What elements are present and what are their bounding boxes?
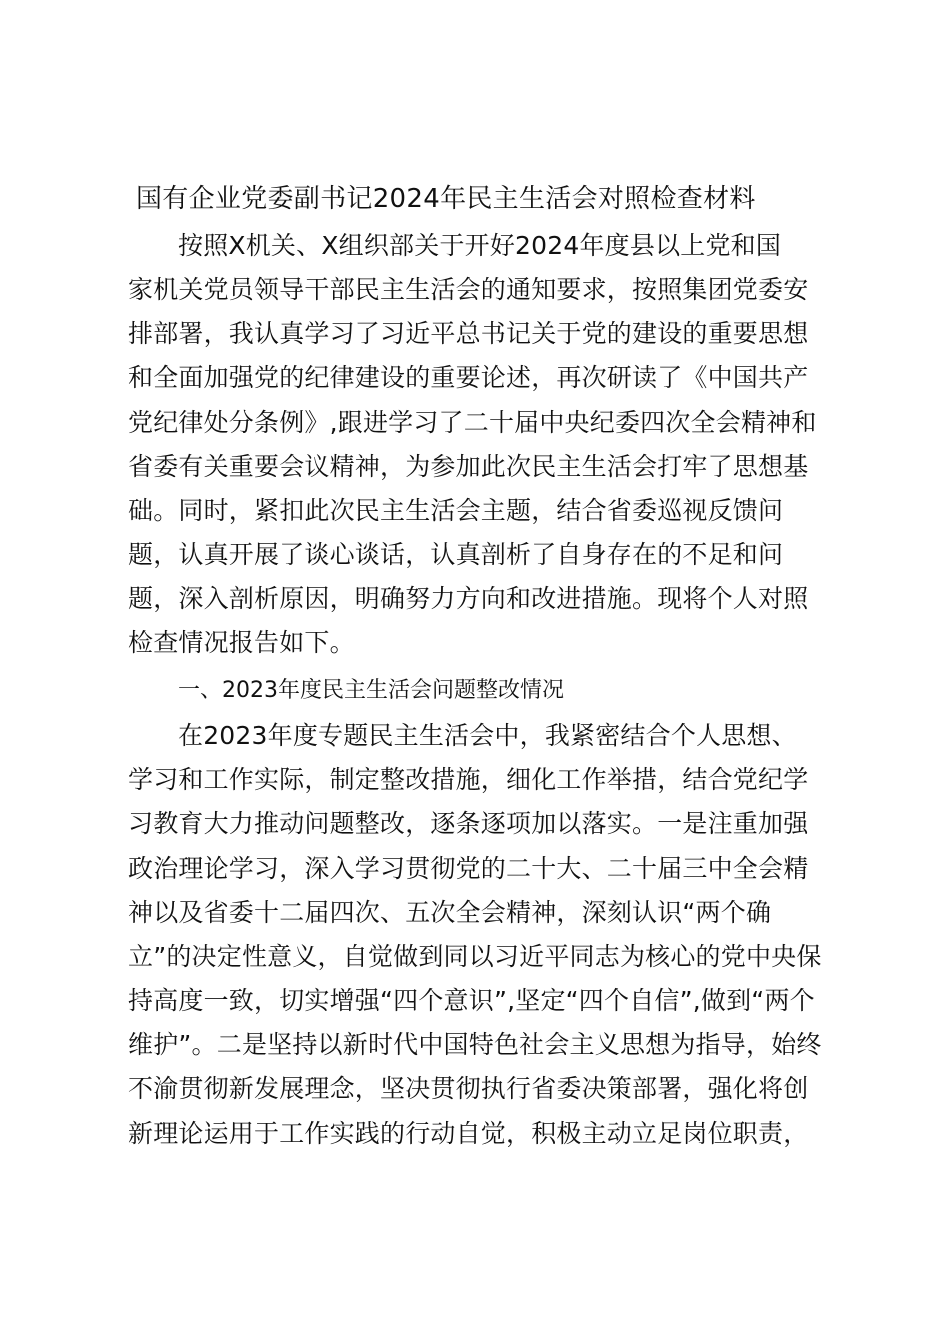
section-line-9: 不渝贯彻新发展理念，坚决贯彻执行省委决策部署，强化将创 [128, 1074, 809, 1103]
section-line-6: 立”的决定性意义，自觉做到同以习近平同志为核心的党中央保 [128, 942, 822, 971]
section-line-2: 学习和工作实际，制定整改措施，细化工作举措，结合党纪学 [128, 765, 809, 794]
section-line-3: 习教育大力推动问题整改，逐条逐项加以落实。一是注重加强 [128, 809, 809, 838]
section-line-5: 神以及省委十二届四次、五次全会精神，深刻认识“两个确 [128, 898, 772, 927]
section-line-7: 持高度一致，切实增强“四个意识”,坚定“四个自信”,做到“两个 [128, 986, 815, 1015]
intro-line-1: 按照X机关、X组织部关于开好2024年度县以上党和国 [178, 231, 782, 260]
document-title: 国有企业党委副书记2024年民主生活会对照检查材料 [136, 184, 756, 214]
section-line-8: 维护”。二是坚持以新时代中国特色社会主义思想为指导，始终 [128, 1030, 822, 1059]
intro-line-7: 础。同时，紧扣此次民主生活会主题，结合省委巡视反馈问 [128, 496, 784, 525]
section-heading: 一、2023年度民主生活会问题整改情况 [178, 678, 564, 703]
section-line-1: 在2023年度专题民主生活会中，我紧密结合个人思想、 [178, 721, 797, 750]
intro-line-8: 题，认真开展了谈心谈话，认真剖析了自身存在的不足和问 [128, 540, 784, 569]
intro-line-5: 党纪律处分条例》,跟进学习了二十届中央纪委四次全会精神和 [128, 408, 817, 437]
intro-line-6: 省委有关重要会议精神，为参加此次民主生活会打牢了思想基 [128, 452, 809, 481]
intro-line-10: 检查情况报告如下。 [128, 628, 355, 657]
intro-line-2: 家机关党员领导干部民主生活会的通知要求，按照集团党委安 [128, 275, 809, 304]
intro-line-9: 题，深入剖析原因，明确努力方向和改进措施。现将个人对照 [128, 584, 809, 613]
intro-line-4: 和全面加强党的纪律建设的重要论述，再次研读了《中国共产 [128, 363, 809, 392]
intro-line-3: 排部署，我认真学习了习近平总书记关于党的建设的重要思想 [128, 319, 809, 348]
section-line-10: 新理论运用于工作实践的行动自觉，积极主动立足岗位职责， [128, 1119, 809, 1148]
section-line-4: 政治理论学习，深入学习贯彻党的二十大、二十届三中全会精 [128, 854, 809, 883]
